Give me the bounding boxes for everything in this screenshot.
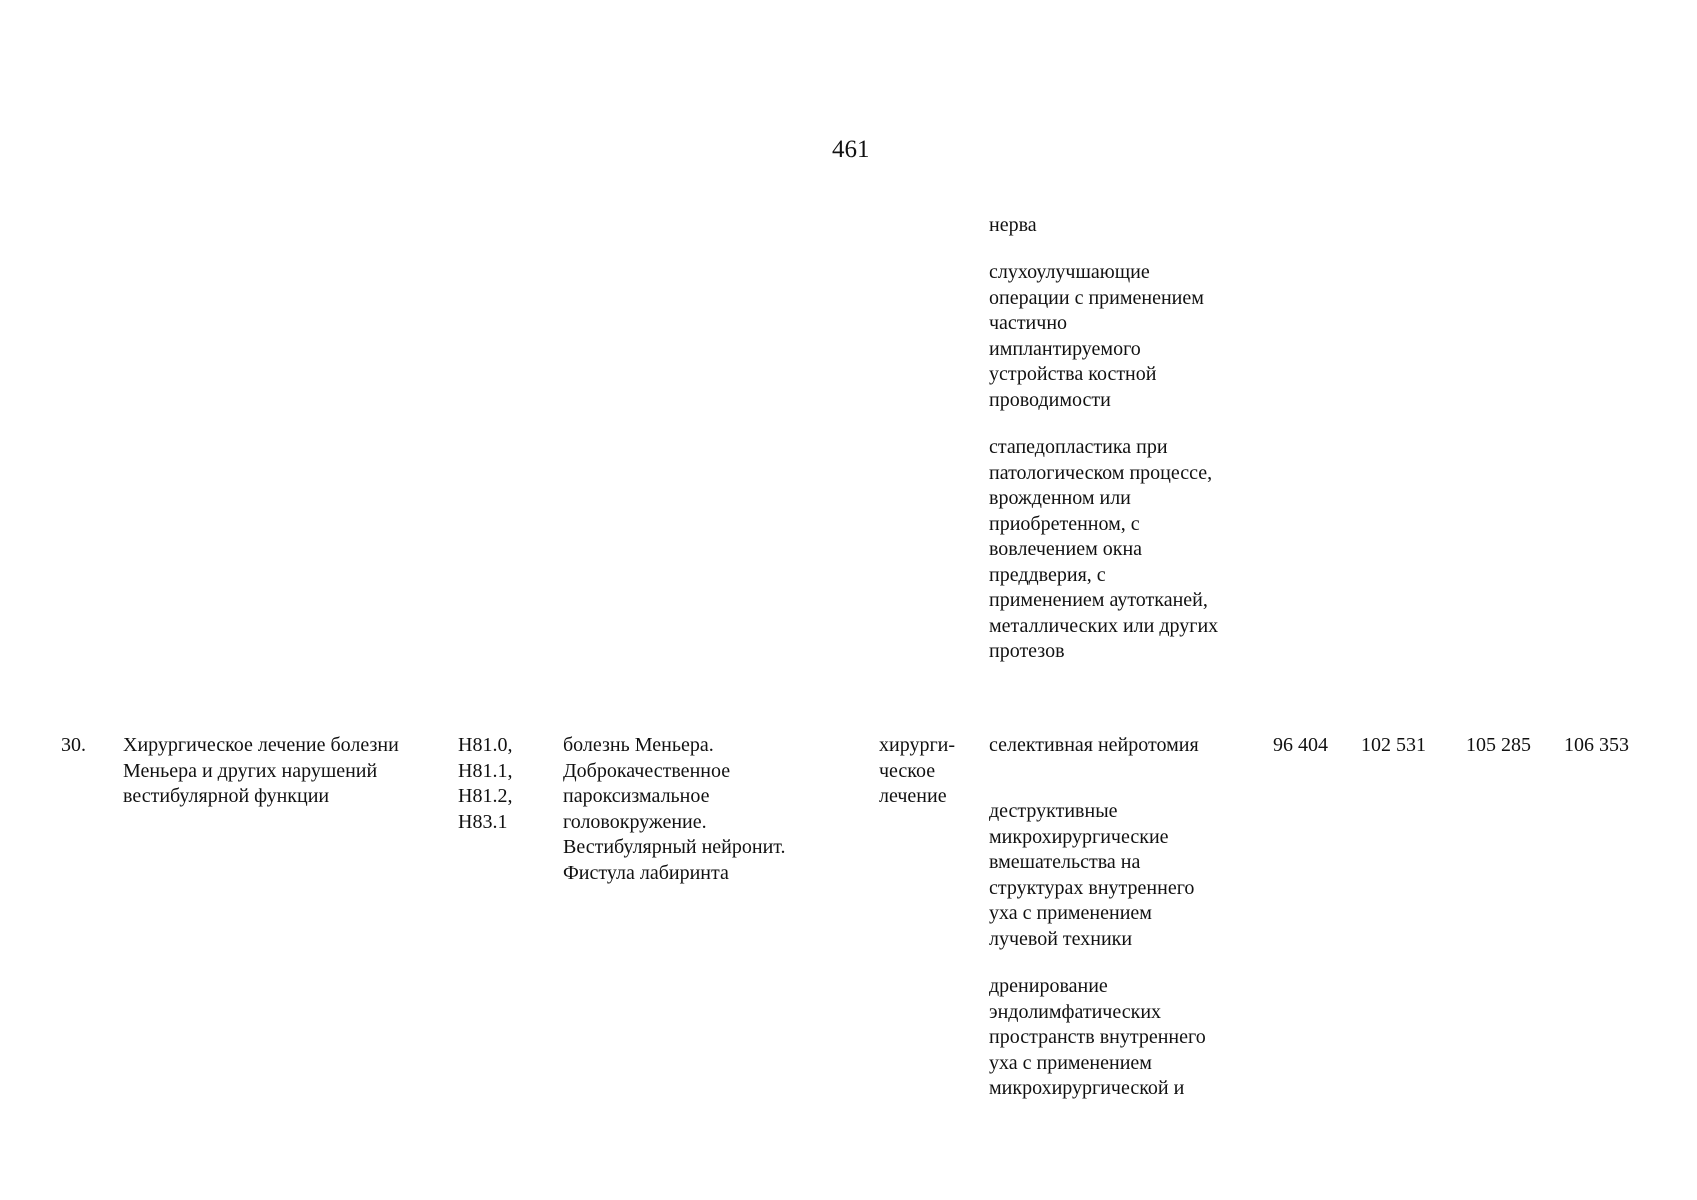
row-codes bbox=[458, 733, 512, 835]
text-line: деструктивные bbox=[989, 800, 1118, 822]
text-line: дренирование bbox=[989, 975, 1108, 997]
text-line: Доброкачественное bbox=[563, 759, 731, 782]
text-line: операции с применением bbox=[989, 286, 1204, 309]
row-title bbox=[123, 733, 399, 810]
text-line: нерва bbox=[989, 214, 1037, 236]
row-method-1 bbox=[989, 733, 1199, 759]
row-treatment-type bbox=[879, 733, 955, 810]
page-number: 461 bbox=[832, 136, 870, 163]
text-line: головокружение. bbox=[563, 810, 707, 833]
text-line: устройства костной bbox=[989, 363, 1157, 385]
text-line: проводимости bbox=[989, 388, 1111, 411]
cost-value-2: 102 531 bbox=[1361, 734, 1426, 756]
text-line: металлических или других bbox=[989, 614, 1219, 637]
text-line: Фистула лабиринта bbox=[563, 861, 729, 884]
text-line: стапедопластика при bbox=[989, 436, 1168, 458]
text-line: селективная нейротомия bbox=[989, 734, 1199, 756]
text-line: патологическом процессе, bbox=[989, 461, 1213, 484]
text-line: микрохирургические bbox=[989, 825, 1169, 848]
text-line: вестибулярной функции bbox=[123, 785, 330, 807]
text-line: микрохирургической и bbox=[989, 1077, 1185, 1099]
text-line: структурах внутреннего bbox=[989, 876, 1195, 899]
row-diagnosis bbox=[563, 733, 786, 886]
text-line: лучевой техники bbox=[989, 927, 1133, 950]
text-line: применением аутотканей, bbox=[989, 589, 1208, 611]
text-line: H81.0, bbox=[458, 734, 513, 756]
cost-value-3: 105 285 bbox=[1466, 734, 1531, 756]
text-line: лечение bbox=[879, 785, 947, 807]
text-line: пароксизмальное bbox=[563, 785, 710, 807]
text-line: H83.1 bbox=[458, 810, 508, 833]
row-method-2 bbox=[989, 799, 1194, 952]
text-line: протезов bbox=[989, 640, 1065, 662]
text-line: эндолимфатических bbox=[989, 1000, 1162, 1023]
continuation-method-2 bbox=[989, 260, 1204, 413]
text-line: H81.2, bbox=[458, 785, 513, 807]
text-line: частично bbox=[989, 312, 1068, 334]
text-line: преддверия, с bbox=[989, 563, 1106, 586]
text-line: уха с применением bbox=[989, 1051, 1152, 1074]
text-line: болезнь Меньера. bbox=[563, 734, 714, 756]
text-line: имплантируемого bbox=[989, 337, 1141, 360]
text-line: слухоулучшающие bbox=[989, 261, 1150, 283]
text-line: пространств внутреннего bbox=[989, 1026, 1206, 1048]
text-line: Вестибулярный нейронит. bbox=[563, 836, 786, 858]
text-line: приобретенном, с bbox=[989, 512, 1140, 535]
text-line: H81.1, bbox=[458, 759, 513, 782]
text-line: вовлечением окна bbox=[989, 538, 1143, 560]
row-number: 30. bbox=[61, 734, 86, 756]
text-line: врожденном или bbox=[989, 487, 1131, 509]
text-line: вмешательства на bbox=[989, 851, 1141, 873]
cost-value-4: 106 353 bbox=[1564, 734, 1629, 756]
row-method-3 bbox=[989, 974, 1206, 1102]
text-line: уха с применением bbox=[989, 902, 1152, 924]
text-line: Меньера и других нарушений bbox=[123, 759, 378, 782]
text-line: ческое bbox=[879, 759, 936, 782]
text-line: хирурги- bbox=[879, 734, 956, 756]
text-line: Хирургическое лечение болезни bbox=[123, 734, 399, 756]
cost-value-1: 96 404 bbox=[1273, 734, 1328, 756]
continuation-method-3 bbox=[989, 435, 1218, 665]
continuation-method-1 bbox=[989, 213, 1037, 239]
